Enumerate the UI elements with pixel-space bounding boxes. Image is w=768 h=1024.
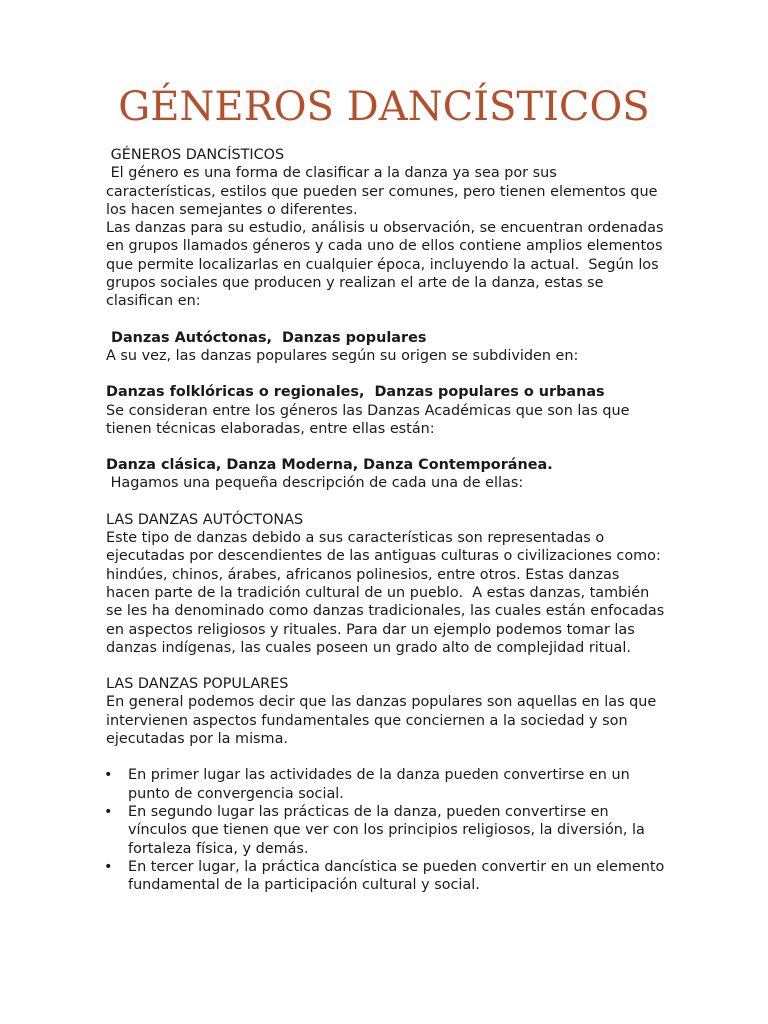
autoctonas-text: Este tipo de danzas debido a sus características son representadas o ejecutadas por descendientes de las antiguas culturas o civilizaciones como: hindúes, chinos, árabes, africanos polinesios, entre otros. Estas danzas hacen parte de la tradición cultural de un pueblo. A estas danzas, también se les ha denominado como danzas tradicionales, las cuales están enfocadas en aspectos religiosos y rituales. Para dar un ejemplo podemos tomar las danzas indígenas, las cuales poseen un grado alto de complejidad ritual. [106,530,669,656]
list-item [106,803,666,858]
intro-paragraph-2: Las danzas para su estudio, análisis u observación, se encuentran ordenadas en grupos llamados géneros y cada uno de ellos contiene amplios elementos que permite localizarlas en cualquier época, incluyendo la actual. Según los grupos sociales que producen y realizan el arte de la danza, estas se clasifican en: [106,220,669,310]
bullet-list [106,766,666,894]
autoctonas-heading: LAS DANZAS AUTÓCTONAS [106,511,304,528]
bullet-text: En segundo lugar las prácticas de la danza, pueden convertirse en vínculos que tienen que ver con los principios religiosos, la diversión, la fortaleza física, y demás. [128,803,645,857]
list-item [106,858,666,895]
intro-paragraph-1: El género es una forma de clasificar a la danza ya sea por sus características, estilos que pueden ser comunes, pero tienen elementos que los hacen semejantes o diferentes. [106,165,662,218]
section2-bold: Danzas folklóricas o regionales, Danzas populares o urbanas [106,384,605,401]
populares-heading: LAS DANZAS POPULARES [106,676,289,693]
document-body [104,146,669,894]
bullet-text: En tercer lugar, la práctica dancística se pueden convertir en un elemento fundamental de la participación cultural y social. [128,858,665,894]
bullet-text: En primer lugar las actividades de la danza pueden convertirse en un punto de convergencia social. [128,767,630,802]
intro-heading: GÉNEROS DANCÍSTICOS [106,147,285,163]
section3-bold: Danza clásica, Danza Moderna, Danza Contemporánea. [106,457,553,474]
section3-text: Hagamos una pequeña descripción de cada una de ellas: [106,475,524,492]
section2-text: Se consideran entre los géneros las Danzas Académicas que son las que tienen técnicas elaboradas, entre ellas están: [106,402,635,437]
page-title: GÉNEROS DANCÍSTICOS [118,84,650,130]
populares-text: En general podemos decir que las danzas populares son aquellas en las que intervienen aspectos fundamentales que conciernen a la sociedad y son ejecutadas por la misma. [106,694,661,748]
section1-text: A su vez, las danzas populares según su origen se subdividen en: [106,347,579,364]
bullet-marker: • [104,767,113,784]
bullet-marker: • [104,803,113,820]
bullet-marker: • [104,858,113,875]
section1-bold: Danzas Autóctonas, Danzas populares [106,329,427,346]
list-item [106,766,666,803]
